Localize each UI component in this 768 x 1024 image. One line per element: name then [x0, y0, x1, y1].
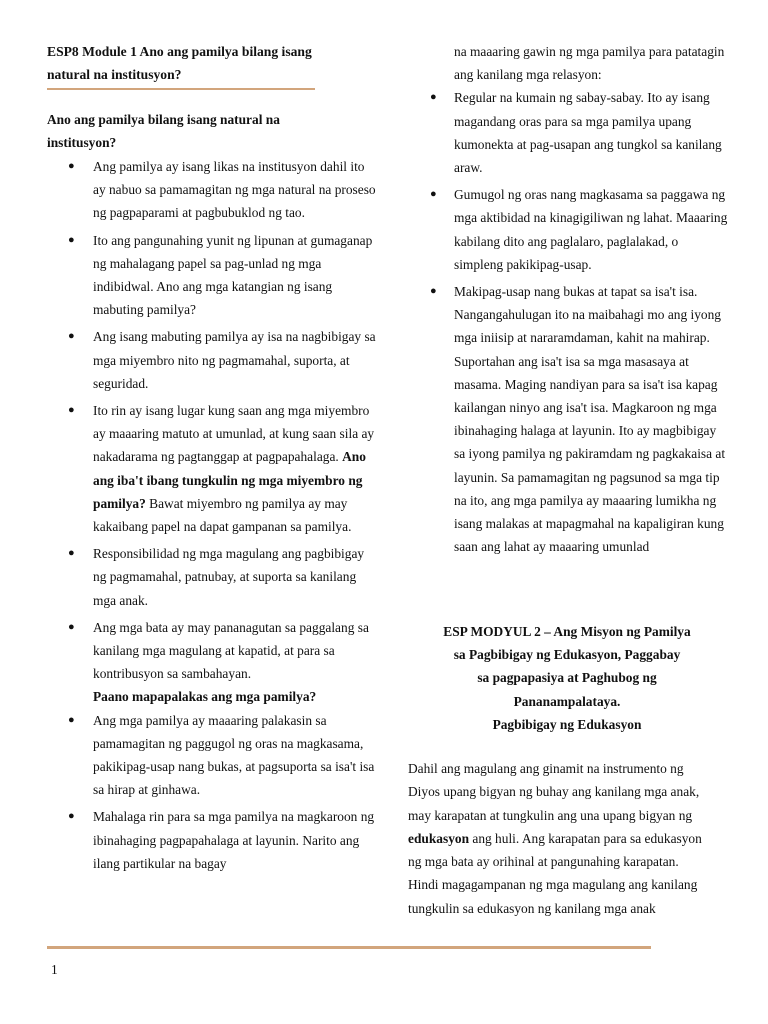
list-item: ● Makipag-usap nang bukas at tapat sa isa't isa. Nangangahulugan ito na maibahagi mo ang iyong mga iniisip at nararamdaman, kahit na mahirap. Suportahan ang isa't isa sa mga masasaya at masama. Maging nandiyan para sa isa't isa kapag kailangan ninyo ang isa't isa. Magkaroon ng mga ibinahaging halaga at layunin. Ito ay magbibigay sa iyong pamilya ng pakiramdam ng pagkakaisa at layunin. Sa pamamagitan ng pagsunod sa mga tip na ito, ang mga pamilya ay maaaring lumikha ng isang malakas at mapagmahal na kapaligiran kung saan ang lahat ay maaaring umunlad	[408, 280, 728, 558]
bullet-icon: ●	[68, 810, 75, 823]
document-title: ESP8 Module 1 Ano ang pamilya bilang isang natural na institusyon?	[47, 44, 312, 82]
list-item: ● Regular na kumain ng sabay-sabay. Ito ay isang magandang oras para sa mga pamilya upang kumonekta at pag-usapan ang tungkol sa kanilang araw.	[408, 86, 728, 179]
bullet-icon: ●	[68, 160, 75, 172]
list-item: ● Ang isang mabuting pamilya ay isa na nagbibigay sa mga miyembro nito ng pagmamahal, suporta, at seguridad.	[47, 325, 377, 395]
list-item: ● Ito ang pangunahing yunit ng lipunan at gumaganap ng mahalagang papel sa pag-unlad ng mga indibidwal. Ano ang mga katangian ng isang mabuting pamilya?	[47, 229, 377, 322]
bullet-icon: ●	[430, 285, 437, 298]
list-item: ● Ang mga pamilya ay maaaring palakasin sa pamamagitan ng paggugol ng oras na magkasama, pakikipag-usap nang bukas, at pagsuporta sa isa't isa sa hirap at ginhawa.	[47, 709, 377, 802]
bullet-icon: ●	[68, 713, 75, 726]
bullet-icon: ●	[430, 188, 437, 201]
list-item: ● Gumugol ng oras nang magkasama sa paggawa ng mga aktibidad na kinagigiliwan ng lahat. Maaaring kabilang dito ang paglalaro, paglalakad, o simpleng pakikipag-usap.	[408, 183, 728, 276]
list-item: ● Ito rin ay isang lugar kung saan ang mga miyembro ay maaaring matuto at umunlad, at kung saan sila ay nakadarama ng pagtanggap at pagpapahalaga. Ano ang iba't ibang tungkulin ng mga miyembro ng pamilya? Bawat miyembro ng pamilya ay may kakaibang papel na dapat gampanan sa pamilya.	[47, 399, 377, 538]
bullet-icon: ●	[68, 233, 75, 246]
bullet-icon: ●	[430, 91, 437, 104]
bullet-icon: ●	[68, 404, 75, 417]
module2-subtitle: Pagbibigay ng Edukasyon	[492, 716, 642, 732]
right-column	[408, 40, 728, 558]
education-paragraph: Dahil ang magulang ang ginamit na instrumento ng Diyos upang bigyan ng buhay ang kanilang mga anak, may karapatan at tungkulin ang una upang bigyan ng edukasyon ang huli. Ang karapatan para sa edukasyon ng mga bata ay orihinal at pangunahing karapatan. Hindi magagampanan ng mga magulang ang kanilang tungkulin sa edukasyon ng kanilang mga anak	[408, 761, 702, 916]
module2-line: ESP MODYUL 2 – Ang Misyon ng Pamilya	[443, 624, 691, 639]
module2-line: Pananampalataya.	[513, 693, 621, 709]
list-item: ● Ang pamilya ay isang likas na institusyon dahil ito ay nabuo sa pamamagitan ng mga natural na proseso ng pagpaparami at pagbubuklod ng tao.	[47, 155, 377, 225]
education-term: edukasyon	[408, 830, 470, 846]
bullet-icon: ●	[68, 330, 75, 343]
left-bullet-list-1	[47, 155, 377, 875]
module2-line: sa Pagbibigay ng Edukasyon, Paggabay	[453, 647, 681, 663]
footer-divider	[47, 946, 651, 949]
roles-question: Ano ang iba't ibang tungkulin ng mga miyembro ng pamilya?	[93, 449, 366, 511]
list-item: ● Responsibilidad ng mga magulang ang pagbibigay ng pagmamahal, patnubay, at suporta sa kanilang mga anak.	[47, 542, 377, 612]
list-item: ● Ang mga bata ay may pananagutan sa paggalang sa kanilang mga magulang at kapatid, at para sa kontribusyon sa sambahayan.	[47, 616, 377, 686]
section-heading: Ano ang pamilya bilang isang natural na institusyon?	[47, 112, 280, 151]
strengthen-heading: Paano mapapalakas ang mga pamilya?	[93, 689, 317, 705]
module2-line: sa pagpapasiya at Paghubog ng	[477, 670, 657, 686]
title-divider	[47, 88, 315, 90]
page-number: 1	[51, 962, 58, 977]
list-item: ● Mahalaga rin para sa mga pamilya na magkaroon ng ibinahaging pagpapahalaga at layunin. Narito ang ilang partikular na bagay	[47, 805, 377, 875]
bullet-icon: ●	[68, 620, 75, 633]
module2-title	[408, 620, 726, 736]
intro-text: na maaaring gawin ng mga pamilya para patatagin ang kanilang mga relasyon:	[454, 44, 725, 83]
bullet-icon: ●	[68, 547, 75, 560]
